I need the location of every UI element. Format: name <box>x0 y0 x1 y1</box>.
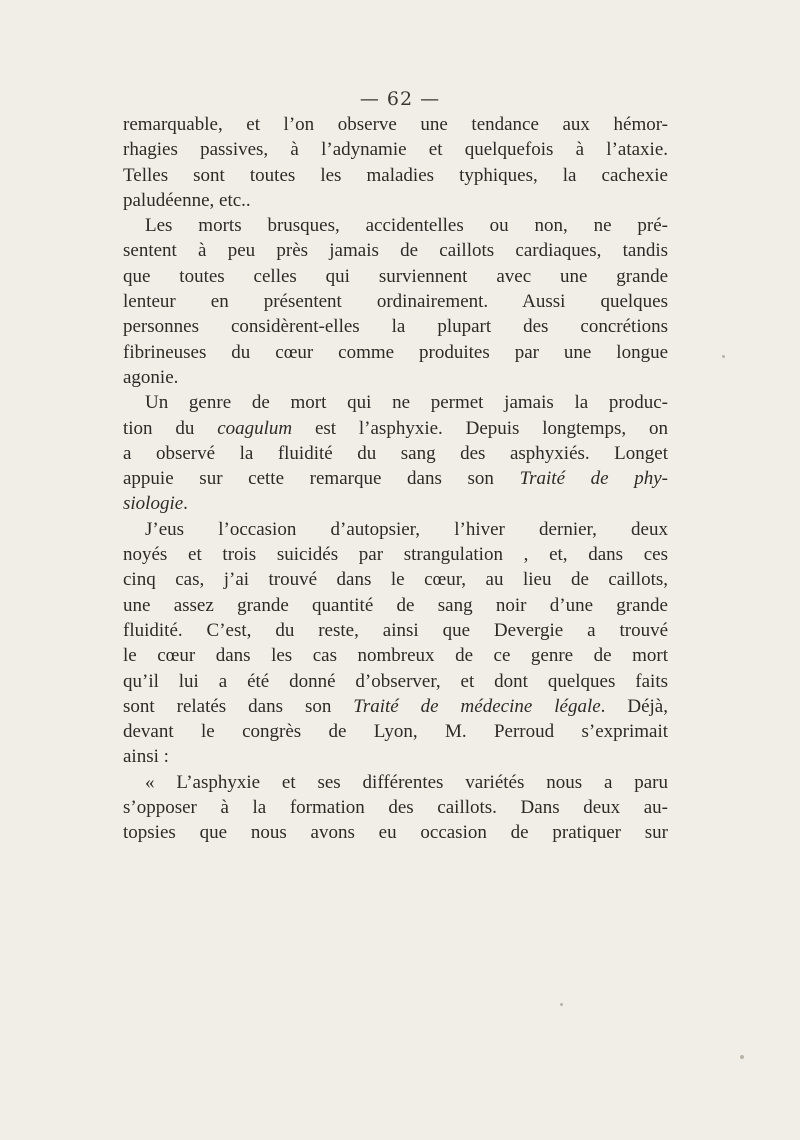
text-span: le cœur dans les cas nombreux de ce genre de mort <box>123 645 668 667</box>
text-span: une assez grande quantité de sang noir d’une grande <box>123 594 668 616</box>
text-span: fibrineuses du cœur comme produites par une longue <box>123 341 668 363</box>
paper-speck <box>560 1003 563 1006</box>
text-span: . Déjà, <box>600 695 668 717</box>
text-line <box>123 770 668 795</box>
text-line <box>123 112 668 137</box>
text-line <box>123 618 668 643</box>
text-line <box>123 466 668 491</box>
text-line <box>123 567 668 592</box>
text-line <box>123 669 668 694</box>
italic-text-span: coagulum <box>217 417 293 439</box>
text-span: J’eus l’occasion d’autopsier, l’hiver dernier, deux <box>145 518 668 540</box>
body-text <box>123 112 668 846</box>
text-line <box>123 340 668 365</box>
text-line <box>123 213 668 238</box>
page-number: — 62 — <box>359 88 441 110</box>
paper-speck <box>740 1055 744 1059</box>
text-line <box>123 820 668 845</box>
text-span: agonie. <box>123 366 179 388</box>
italic-text-span: Traité de médecine légale <box>353 695 601 717</box>
text-span: appuie sur cette remarque dans son <box>123 468 520 490</box>
text-line <box>123 491 668 516</box>
text-line <box>123 643 668 668</box>
text-span: est l’asphyxie. Depuis longtemps, on <box>292 417 668 439</box>
text-span: devant le congrès de Lyon, M. Perroud s’exprimait <box>123 721 668 743</box>
text-line <box>123 416 668 441</box>
text-line <box>123 188 668 213</box>
text-span: . <box>183 493 188 515</box>
text-line <box>123 441 668 466</box>
text-line <box>123 365 668 390</box>
text-line <box>123 289 668 314</box>
text-span: paludéenne, etc.. <box>123 189 251 211</box>
text-span: que toutes celles qui surviennent avec une grande <box>123 265 668 287</box>
text-span: a observé la fluidité du sang des asphyxiés. Longet <box>123 442 668 464</box>
text-span: ainsi : <box>123 746 169 768</box>
text-line <box>123 137 668 162</box>
text-line <box>123 517 668 542</box>
text-line <box>123 390 668 415</box>
text-span: remarquable, et l’on observe une tendance aux hémor- <box>123 114 668 135</box>
text-span: cinq cas, j’ai trouvé dans le cœur, au lieu de caillots, <box>123 569 668 591</box>
text-span: rhagies passives, à l’adynamie et quelquefois à l’ataxie. <box>123 139 668 161</box>
text-span: sont relatés dans son <box>123 695 354 717</box>
text-span: « L’asphyxie et ses différentes variétés nous a paru <box>145 771 668 793</box>
text-span: noyés et trois suicidés par strangulation , et, dans ces <box>123 544 668 566</box>
text-span: s’opposer à la formation des caillots. Dans deux au- <box>123 797 668 819</box>
italic-text-span: Traité de phy- <box>519 468 668 490</box>
italic-text-span: siologie <box>123 493 184 515</box>
text-line <box>123 795 668 820</box>
text-line <box>123 694 668 719</box>
text-span: personnes considèrent-elles la plupart des concrétions <box>123 316 668 338</box>
text-span: Un genre de mort qui ne permet jamais la produc- <box>145 392 668 414</box>
text-span: Telles sont toutes les maladies typhiques, la cachexie <box>123 164 668 186</box>
paper-speck <box>722 355 725 358</box>
text-span: sentent à peu près jamais de caillots cardiaques, tandis <box>123 240 668 262</box>
text-line <box>123 719 668 744</box>
text-line <box>123 264 668 289</box>
text-span: fluidité. C’est, du reste, ainsi que Devergie a trouvé <box>123 619 668 641</box>
text-line <box>123 593 668 618</box>
text-span: lenteur en présentent ordinairement. Aussi quelques <box>123 291 668 313</box>
text-span: Les morts brusques, accidentelles ou non, ne pré- <box>145 215 668 237</box>
text-span: topsies que nous avons eu occasion de pratiquer sur <box>123 822 668 844</box>
text-line <box>123 238 668 263</box>
text-span: tion du <box>123 417 218 439</box>
text-line <box>123 744 668 769</box>
text-line <box>123 314 668 339</box>
text-line <box>123 542 668 567</box>
text-line <box>123 163 668 188</box>
text-span: qu’il lui a été donné d’observer, et dont quelques faits <box>123 670 668 692</box>
